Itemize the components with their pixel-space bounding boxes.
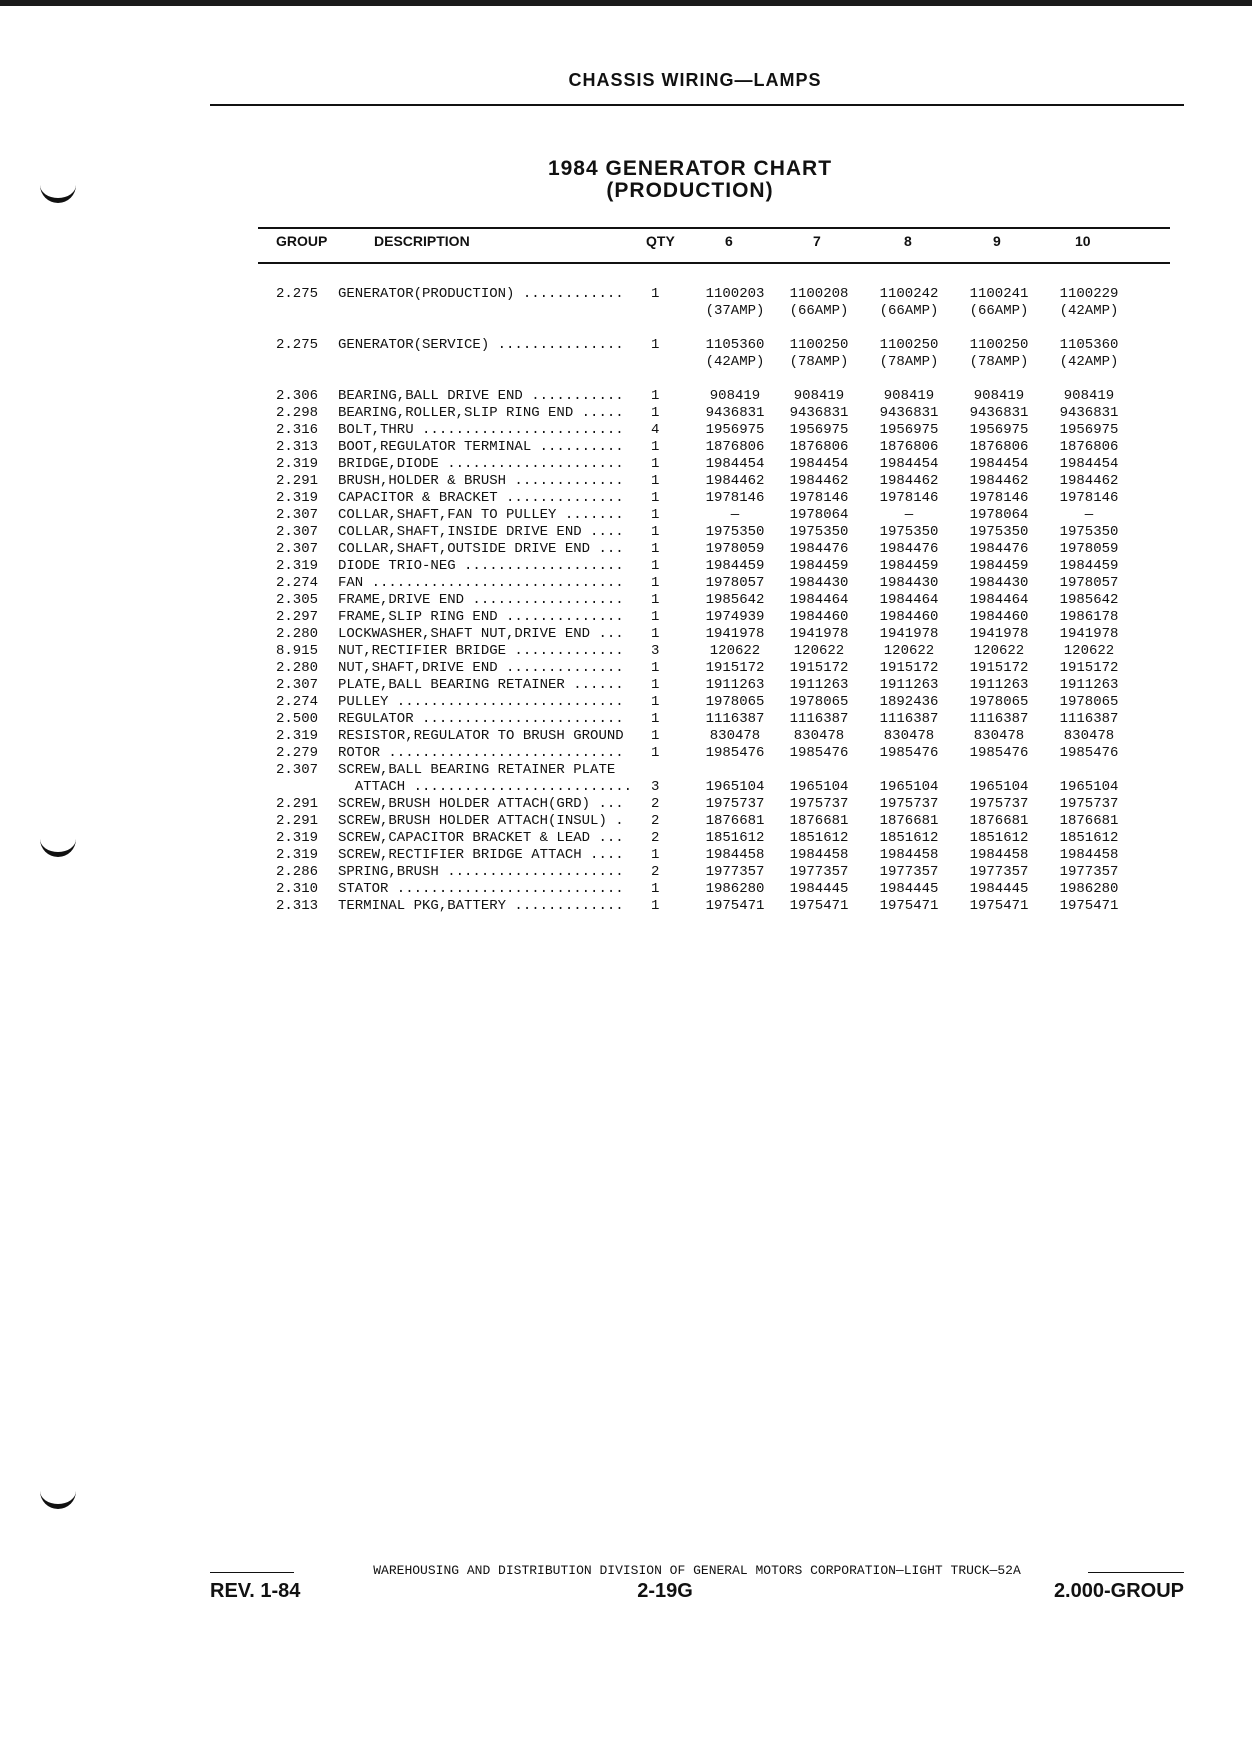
description-cell: NUT,RECTIFIER BRIDGE ............. (338, 643, 624, 659)
description-cell: COLLAR,SHAFT,FAN TO PULLEY ....... (338, 507, 624, 523)
header-rule (210, 104, 1184, 106)
part-number-cell: 1984454 (789, 456, 849, 472)
part-number-cell: 1975737 (789, 796, 849, 812)
part-number-cell: 1100229 (1059, 286, 1119, 302)
part-number-cell: 908419 (793, 388, 845, 404)
qty-cell: 1 (651, 524, 660, 540)
description-cell: BRIDGE,DIODE ..................... (338, 456, 624, 472)
description-cell: GENERATOR(SERVICE) ............... (338, 337, 624, 353)
qty-cell: 1 (651, 337, 660, 353)
part-number-cell: 1978065 (705, 694, 765, 710)
part-number-cell: 120622 (793, 643, 845, 659)
part-number-cell: 1986280 (1059, 881, 1119, 897)
part-number-cell: 1984462 (705, 473, 765, 489)
qty-cell: 2 (651, 813, 660, 829)
part-number-cell: 120622 (883, 643, 935, 659)
description-cell: BOLT,THRU ........................ (338, 422, 624, 438)
part-number-cell: 1984459 (1059, 558, 1119, 574)
group-cell: 2.313 (276, 439, 319, 455)
part-number-cell: 1956975 (705, 422, 765, 438)
description-cell: LOCKWASHER,SHAFT NUT,DRIVE END ... (338, 626, 624, 642)
part-number-cell: 1984462 (969, 473, 1029, 489)
part-number-cell: 1851612 (705, 830, 765, 846)
qty-cell: 1 (651, 626, 660, 642)
qty-cell: 1 (651, 728, 660, 744)
group-cell: 2.306 (276, 388, 319, 404)
column-header-8: 8 (904, 233, 912, 249)
part-number-cell: 1100203 (705, 286, 765, 302)
part-number-cell: 1915172 (1059, 660, 1119, 676)
part-number-cell: 1984464 (789, 592, 849, 608)
description-cell: SCREW,BALL BEARING RETAINER PLATE (338, 762, 616, 778)
part-number-cell: 1975737 (705, 796, 765, 812)
description-cell: PLATE,BALL BEARING RETAINER ...... (338, 677, 624, 693)
part-number-cell: 1100241 (969, 286, 1029, 302)
part-number-cell: 120622 (973, 643, 1025, 659)
part-number-cell: 1978059 (705, 541, 765, 557)
part-number-cell: 1911263 (969, 677, 1029, 693)
group-cell: 2.319 (276, 456, 319, 472)
column-header-description: DESCRIPTION (374, 233, 470, 249)
qty-cell: 4 (651, 422, 660, 438)
qty-cell: 1 (651, 507, 660, 523)
part-number-cell: 1100250 (969, 337, 1029, 353)
description-cell: FRAME,SLIP RING END .............. (338, 609, 624, 625)
part-number-cell: 1851612 (789, 830, 849, 846)
part-number-cell: 1977357 (705, 864, 765, 880)
part-number-cell: 1984476 (789, 541, 849, 557)
part-number-cell: 1985476 (879, 745, 939, 761)
part-number-cell: 1978065 (969, 694, 1029, 710)
chart-title-line1: 1984 GENERATOR CHART (547, 157, 833, 180)
qty-cell: 1 (651, 388, 660, 404)
part-number-cell: 1984454 (879, 456, 939, 472)
part-number-cell: 1984458 (879, 847, 939, 863)
part-number-cell: 1956975 (879, 422, 939, 438)
description-cell: DIODE TRIO-NEG ................... (338, 558, 624, 574)
description-cell: BEARING,BALL DRIVE END ........... (338, 388, 624, 404)
qty-cell: 1 (651, 677, 660, 693)
group-cell: 2.316 (276, 422, 319, 438)
part-number-cell: 1984464 (969, 592, 1029, 608)
part-number-cell: 1956975 (789, 422, 849, 438)
column-header-group: GROUP (276, 233, 328, 249)
part-number-cell: 1876681 (969, 813, 1029, 829)
part-number-cell: 1984476 (969, 541, 1029, 557)
part-number-cell: 1984458 (789, 847, 849, 863)
qty-cell: 3 (651, 643, 660, 659)
part-number-cell: 9436831 (1059, 405, 1119, 421)
part-number-cell: 1977357 (969, 864, 1029, 880)
qty-cell: 1 (651, 541, 660, 557)
column-header-9: 9 (993, 233, 1001, 249)
part-number-cell: 1941978 (879, 626, 939, 642)
part-number-cell: (42AMP) (1059, 354, 1119, 370)
group-cell: 2.291 (276, 813, 319, 829)
part-number-cell: 1974939 (705, 609, 765, 625)
part-number-cell: 1978146 (969, 490, 1029, 506)
qty-cell: 2 (651, 864, 660, 880)
part-number-cell: 1978057 (1059, 575, 1119, 591)
part-number-cell: 1965104 (1059, 779, 1119, 795)
table-top-rule (258, 227, 1170, 229)
part-number-cell: (66AMP) (969, 303, 1029, 319)
part-number-cell: 1116387 (789, 711, 849, 727)
part-number-cell: 1984445 (879, 881, 939, 897)
qty-cell: 1 (651, 473, 660, 489)
part-number-cell: 1941978 (789, 626, 849, 642)
footer-publisher-line: WAREHOUSING AND DISTRIBUTION DIVISION OF GENERAL MOTORS CORPORATION—LIGHT TRUCK—52A (373, 1563, 1021, 1578)
part-number-cell: 1984464 (879, 592, 939, 608)
part-number-cell: 1984458 (969, 847, 1029, 863)
description-cell: COLLAR,SHAFT,OUTSIDE DRIVE END ... (338, 541, 624, 557)
description-cell: STATOR ........................... (338, 881, 624, 897)
qty-cell: 1 (651, 898, 660, 914)
qty-cell: 3 (651, 779, 660, 795)
group-cell: 2.307 (276, 524, 319, 540)
part-number-cell: 1876806 (705, 439, 765, 455)
footer-revision: REV. 1-84 (210, 1580, 301, 1602)
part-number-cell: 1975471 (1059, 898, 1119, 914)
part-number-cell: 1876806 (789, 439, 849, 455)
part-number-cell: 1911263 (789, 677, 849, 693)
group-cell: 2.305 (276, 592, 319, 608)
part-number-cell: 1984445 (789, 881, 849, 897)
group-cell: 2.280 (276, 660, 319, 676)
column-header-6: 6 (725, 233, 733, 249)
description-cell: GENERATOR(PRODUCTION) ............ (338, 286, 624, 302)
part-number-cell: 830478 (883, 728, 935, 744)
part-number-cell: 9436831 (879, 405, 939, 421)
description-cell: SCREW,RECTIFIER BRIDGE ATTACH .... (338, 847, 624, 863)
description-cell: BRUSH,HOLDER & BRUSH ............. (338, 473, 624, 489)
part-number-cell: 1100250 (789, 337, 849, 353)
group-cell: 2.279 (276, 745, 319, 761)
qty-cell: 1 (651, 575, 660, 591)
group-cell: 2.310 (276, 881, 319, 897)
part-number-cell: 1975350 (1059, 524, 1119, 540)
group-cell: 2.319 (276, 830, 319, 846)
part-number-cell: 1975471 (705, 898, 765, 914)
part-number-cell: 1851612 (879, 830, 939, 846)
group-cell: 2.307 (276, 541, 319, 557)
part-number-cell: 1985476 (1059, 745, 1119, 761)
group-cell: 8.915 (276, 643, 319, 659)
description-cell: BOOT,REGULATOR TERMINAL .......... (338, 439, 624, 455)
table-header-rule (258, 262, 1170, 264)
part-number-cell: 1876806 (1059, 439, 1119, 455)
part-number-cell: 1975737 (879, 796, 939, 812)
part-number-cell: 9436831 (969, 405, 1029, 421)
part-number-cell: 1116387 (705, 711, 765, 727)
part-number-cell: 1984430 (879, 575, 939, 591)
group-cell: 2.275 (276, 286, 319, 302)
part-number-cell: 1965104 (705, 779, 765, 795)
qty-cell: 1 (651, 592, 660, 608)
qty-cell: 1 (651, 881, 660, 897)
part-number-cell: (78AMP) (969, 354, 1029, 370)
qty-cell: 1 (651, 694, 660, 710)
part-number-cell: 1876806 (879, 439, 939, 455)
part-number-cell: 1941978 (969, 626, 1029, 642)
qty-cell: 2 (651, 830, 660, 846)
part-number-cell: 1105360 (705, 337, 765, 353)
part-number-cell: (42AMP) (1059, 303, 1119, 319)
group-cell: 2.274 (276, 694, 319, 710)
qty-cell: 1 (651, 405, 660, 421)
part-number-cell: 1984445 (969, 881, 1029, 897)
part-number-cell: 1116387 (879, 711, 939, 727)
part-number-cell: 1911263 (1059, 677, 1119, 693)
part-number-cell: 1985642 (705, 592, 765, 608)
column-header-10: 10 (1075, 233, 1091, 249)
part-number-cell: 1876681 (789, 813, 849, 829)
part-number-cell: 120622 (1063, 643, 1115, 659)
qty-cell: 1 (651, 609, 660, 625)
part-number-cell: 1978146 (705, 490, 765, 506)
part-number-cell: 1876681 (1059, 813, 1119, 829)
part-number-cell: 1941978 (705, 626, 765, 642)
qty-cell: 1 (651, 286, 660, 302)
part-number-cell: (66AMP) (879, 303, 939, 319)
binder-hole-mark (40, 1490, 76, 1509)
binder-hole-mark (40, 838, 76, 857)
part-number-cell: 1915172 (879, 660, 939, 676)
part-number-cell: 1975737 (1059, 796, 1119, 812)
group-cell: 2.313 (276, 898, 319, 914)
part-number-cell: 1984458 (705, 847, 765, 863)
description-cell: FRAME,DRIVE END .................. (338, 592, 624, 608)
part-number-cell: — (1084, 507, 1094, 523)
part-number-cell: 9436831 (789, 405, 849, 421)
part-number-cell: — (730, 507, 740, 523)
part-number-cell: 1965104 (969, 779, 1029, 795)
part-number-cell: 1986280 (705, 881, 765, 897)
part-number-cell: 1975737 (969, 796, 1029, 812)
part-number-cell: 1984454 (1059, 456, 1119, 472)
part-number-cell: 1956975 (969, 422, 1029, 438)
description-cell: ROTOR ............................ (338, 745, 624, 761)
part-number-cell: 1100250 (879, 337, 939, 353)
part-number-cell: 1984454 (705, 456, 765, 472)
part-number-cell: 1915172 (969, 660, 1029, 676)
part-number-cell: 1911263 (879, 677, 939, 693)
chart-title (250, 158, 1130, 202)
description-cell: COLLAR,SHAFT,INSIDE DRIVE END .... (338, 524, 624, 540)
description-cell: ATTACH .......................... (338, 779, 633, 795)
group-cell: 2.500 (276, 711, 319, 727)
scan-edge (0, 0, 1252, 6)
part-number-cell: 1892436 (879, 694, 939, 710)
part-number-cell: 1956975 (1059, 422, 1119, 438)
description-cell: RESISTOR,REGULATOR TO BRUSH GROUND (338, 728, 624, 744)
group-cell: 2.307 (276, 762, 319, 778)
group-cell: 2.291 (276, 796, 319, 812)
part-number-cell: 1100242 (879, 286, 939, 302)
footer-page-number: 2-19G (637, 1580, 693, 1602)
qty-cell: 1 (651, 711, 660, 727)
part-number-cell: 120622 (709, 643, 761, 659)
group-cell: 2.307 (276, 677, 319, 693)
description-cell: SCREW,BRUSH HOLDER ATTACH(INSUL) . (338, 813, 624, 829)
chart-title-line2: (PRODUCTION) (606, 179, 774, 202)
group-cell: 2.275 (276, 337, 319, 353)
part-number-cell: 1984459 (705, 558, 765, 574)
description-cell: SCREW,CAPACITOR BRACKET & LEAD ... (338, 830, 624, 846)
group-cell: 2.319 (276, 490, 319, 506)
part-number-cell: 908419 (883, 388, 935, 404)
page-header: CHASSIS WIRING—LAMPS (568, 70, 822, 90)
part-number-cell: 1975350 (879, 524, 939, 540)
description-cell: SCREW,BRUSH HOLDER ATTACH(GRD) ... (338, 796, 624, 812)
part-number-cell: 1984476 (879, 541, 939, 557)
qty-cell: 2 (651, 796, 660, 812)
part-number-cell: 830478 (709, 728, 761, 744)
part-number-cell: 1984462 (1059, 473, 1119, 489)
part-number-cell: 1985476 (789, 745, 849, 761)
column-header-7: 7 (813, 233, 821, 249)
part-number-cell: 1977357 (789, 864, 849, 880)
part-number-cell: (37AMP) (705, 303, 765, 319)
part-number-cell: (66AMP) (789, 303, 849, 319)
part-number-cell: 1986178 (1059, 609, 1119, 625)
part-number-cell: 1915172 (789, 660, 849, 676)
part-number-cell: 1851612 (1059, 830, 1119, 846)
qty-cell: 1 (651, 456, 660, 472)
part-number-cell: 1975350 (705, 524, 765, 540)
group-cell: 2.280 (276, 626, 319, 642)
part-number-cell: 1965104 (789, 779, 849, 795)
part-number-cell: 1975350 (969, 524, 1029, 540)
group-cell: 2.297 (276, 609, 319, 625)
part-number-cell: 1116387 (969, 711, 1029, 727)
part-number-cell: 1984459 (969, 558, 1029, 574)
part-number-cell: 830478 (973, 728, 1025, 744)
part-number-cell: 1851612 (969, 830, 1029, 846)
part-number-cell: 1941978 (1059, 626, 1119, 642)
part-number-cell: (78AMP) (879, 354, 939, 370)
part-number-cell: 1984460 (879, 609, 939, 625)
part-number-cell: 1984462 (879, 473, 939, 489)
group-cell: 2.319 (276, 847, 319, 863)
qty-cell: 1 (651, 439, 660, 455)
part-number-cell: 1984460 (969, 609, 1029, 625)
group-cell: 2.274 (276, 575, 319, 591)
qty-cell: 1 (651, 745, 660, 761)
part-number-cell: 1911263 (705, 677, 765, 693)
part-number-cell: 1984430 (969, 575, 1029, 591)
description-cell: NUT,SHAFT,DRIVE END .............. (338, 660, 624, 676)
part-number-cell: 1978059 (1059, 541, 1119, 557)
part-number-cell: 1984462 (789, 473, 849, 489)
part-number-cell: 1984454 (969, 456, 1029, 472)
part-number-cell: 1984458 (1059, 847, 1119, 863)
part-number-cell: 1985476 (969, 745, 1029, 761)
qty-cell: 1 (651, 558, 660, 574)
footer-group: 2.000-GROUP (1053, 1580, 1184, 1602)
part-number-cell: 830478 (793, 728, 845, 744)
description-cell: BEARING,ROLLER,SLIP RING END ..... (338, 405, 624, 421)
part-number-cell: 1116387 (1059, 711, 1119, 727)
part-number-cell: (78AMP) (789, 354, 849, 370)
part-number-cell: 1975471 (789, 898, 849, 914)
part-number-cell: 1985642 (1059, 592, 1119, 608)
part-number-cell: 1984460 (789, 609, 849, 625)
part-number-cell: 1977357 (879, 864, 939, 880)
part-number-cell: 1975350 (789, 524, 849, 540)
part-number-cell: 1978146 (879, 490, 939, 506)
part-number-cell: 1984459 (789, 558, 849, 574)
description-cell: TERMINAL PKG,BATTERY ............. (338, 898, 624, 914)
group-cell: 2.319 (276, 558, 319, 574)
description-cell: SPRING,BRUSH ..................... (338, 864, 624, 880)
part-number-cell: (42AMP) (705, 354, 765, 370)
part-number-cell: — (904, 507, 914, 523)
part-number-cell: 1975471 (879, 898, 939, 914)
column-header-qty: QTY (646, 233, 675, 249)
part-number-cell: 1978064 (789, 507, 849, 523)
group-cell: 2.291 (276, 473, 319, 489)
group-cell: 2.307 (276, 507, 319, 523)
part-number-cell: 1100208 (789, 286, 849, 302)
qty-cell: 1 (651, 847, 660, 863)
part-number-cell: 1984430 (789, 575, 849, 591)
part-number-cell: 908419 (1063, 388, 1115, 404)
part-number-cell: 1915172 (705, 660, 765, 676)
part-number-cell: 1985476 (705, 745, 765, 761)
part-number-cell: 908419 (709, 388, 761, 404)
part-number-cell: 1984459 (879, 558, 939, 574)
part-number-cell: 1876681 (705, 813, 765, 829)
part-number-cell: 1876681 (879, 813, 939, 829)
part-number-cell: 1977357 (1059, 864, 1119, 880)
qty-cell: 1 (651, 490, 660, 506)
part-number-cell: 1978064 (969, 507, 1029, 523)
part-number-cell: 9436831 (705, 405, 765, 421)
part-number-cell: 1978057 (705, 575, 765, 591)
group-cell: 2.319 (276, 728, 319, 744)
part-number-cell: 1105360 (1059, 337, 1119, 353)
part-number-cell: 1965104 (879, 779, 939, 795)
group-cell: 2.286 (276, 864, 319, 880)
group-cell: 2.298 (276, 405, 319, 421)
qty-cell: 1 (651, 660, 660, 676)
part-number-cell: 1978065 (789, 694, 849, 710)
description-cell: REGULATOR ........................ (338, 711, 624, 727)
part-number-cell: 1876806 (969, 439, 1029, 455)
description-cell: CAPACITOR & BRACKET .............. (338, 490, 624, 506)
part-number-cell: 1978065 (1059, 694, 1119, 710)
part-number-cell: 908419 (973, 388, 1025, 404)
part-number-cell: 1978146 (789, 490, 849, 506)
binder-hole-mark (40, 184, 76, 203)
part-number-cell: 1975471 (969, 898, 1029, 914)
part-number-cell: 1978146 (1059, 490, 1119, 506)
description-cell: PULLEY ........................... (338, 694, 624, 710)
description-cell: FAN .............................. (338, 575, 624, 591)
part-number-cell: 830478 (1063, 728, 1115, 744)
